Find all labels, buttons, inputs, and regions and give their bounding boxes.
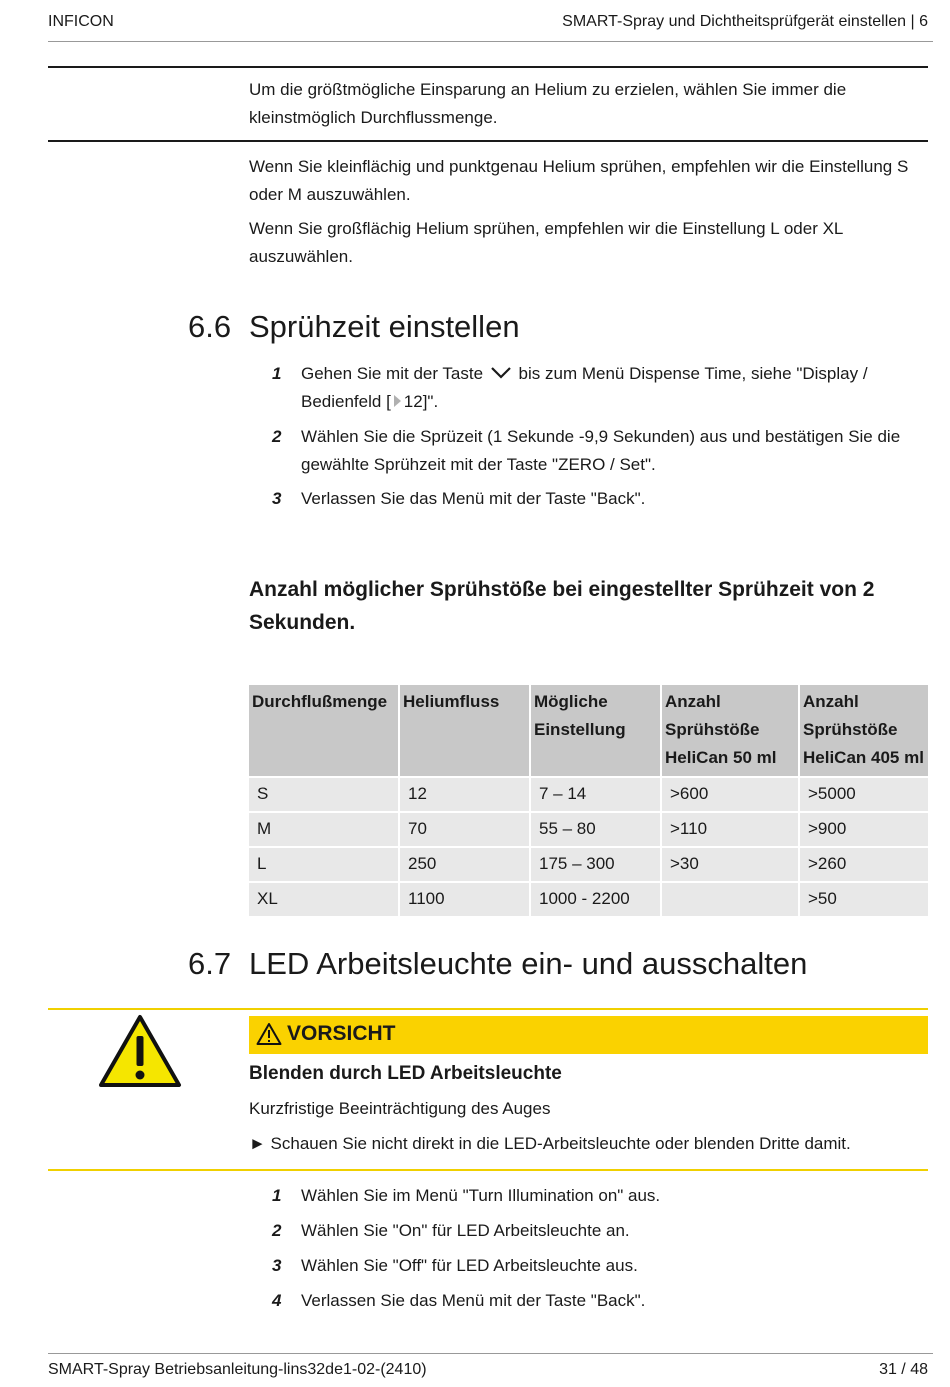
step-text: Gehen Sie mit der Taste bis zum Menü Dispense Time, siehe "Display / Bedienfeld [ 12]".: [301, 364, 868, 411]
table-cell: M: [249, 812, 399, 847]
intro-paragraph-1: Wenn Sie kleinflächig und punktgenau Helium sprühen, empfehlen wir die Einstellung S oder M auszuwählen.: [249, 157, 909, 204]
page-number: 31 / 48: [879, 1361, 928, 1378]
note-text: Um die größtmögliche Einsparung an Helium zu erzielen, wählen Sie immer die kleinstmöglich Durchflussmenge.: [249, 80, 847, 127]
note-bottom-rule: [48, 140, 928, 142]
table-cell: 175 – 300: [530, 847, 661, 882]
section-number: 6.7: [188, 946, 232, 981]
step-2: [272, 423, 928, 479]
step-number: 1: [272, 364, 282, 383]
section-number: 6.6: [188, 309, 232, 344]
table-cell: [661, 882, 799, 916]
warning-consequence: Kurzfristige Beeinträchtigung des Auges: [249, 1099, 551, 1118]
warning-title: Blenden durch LED Arbeitsleuchte: [249, 1063, 562, 1084]
table-row: [249, 882, 928, 916]
table-header-row: [249, 685, 928, 777]
table-cell: 250: [399, 847, 530, 882]
table-cell: >900: [799, 812, 928, 847]
step-number: 3: [272, 489, 282, 508]
page-reference-arrow-icon: [394, 395, 401, 407]
chevron-down-icon: [490, 366, 512, 380]
table-cell: 12: [399, 777, 530, 812]
step-1: [272, 1182, 928, 1210]
table-subheading: Anzahl möglicher Sprühstöße bei eingestellter Sprühzeit von 2 Sekunden.: [249, 578, 875, 634]
table-cell: 7 – 14: [530, 777, 661, 812]
warning-label: VORSICHT: [287, 1022, 396, 1045]
footer-divider: [48, 1353, 933, 1354]
table-cell: >50: [799, 882, 928, 916]
table-row: [249, 812, 928, 847]
table-cell: 1000 - 2200: [530, 882, 661, 916]
section-title: LED Arbeitsleuchte ein- und ausschalten: [249, 946, 808, 981]
intro-paragraph-2: Wenn Sie großflächig Helium sprühen, empfehlen wir die Einstellung L oder XL auszuwählen.: [249, 219, 843, 266]
table-cell: XL: [249, 882, 399, 916]
section-heading-6-6: [188, 309, 520, 345]
warning-action: ► Schauen Sie nicht direkt in die LED-Arbeitsleuchte oder blenden Dritte damit.: [249, 1134, 851, 1153]
table-row: [249, 847, 928, 882]
table-cell: L: [249, 847, 399, 882]
table-cell: >600: [661, 777, 799, 812]
step-3: [272, 485, 928, 513]
header-divider: [48, 41, 933, 42]
table-cell: >30: [661, 847, 799, 882]
column-header: Anzahl Sprühstöße HeliCan 405 ml: [799, 685, 928, 777]
table-cell: 70: [399, 812, 530, 847]
spray-count-table: [249, 685, 928, 916]
step-4: [272, 1287, 928, 1315]
table-cell: S: [249, 777, 399, 812]
column-header: Anzahl Sprühstöße HeliCan 50 ml: [661, 685, 799, 777]
step-text: Verlassen Sie das Menü mit der Taste "Back".: [301, 1291, 646, 1310]
step-text: Wählen Sie die Sprüzeit (1 Sekunde -9,9 Sekunden) aus und bestätigen Sie die gewählte Sprühzeit mit der Taste "ZERO / Set".: [301, 427, 901, 474]
page-reference-link[interactable]: 12]".: [403, 392, 439, 411]
header-brand: INFICON: [48, 13, 114, 30]
section-heading-6-7: [188, 946, 807, 982]
column-header: Mögliche Einstellung: [530, 685, 661, 777]
step-text: Wählen Sie "On" für LED Arbeitsleuchte an.: [301, 1221, 630, 1240]
column-header: Heliumfluss: [399, 685, 530, 777]
step-2: [272, 1217, 928, 1245]
table-row: [249, 777, 928, 812]
step-3: [272, 1252, 928, 1280]
step-number: 2: [272, 427, 282, 446]
warning-banner: [249, 1016, 928, 1054]
table-cell: 55 – 80: [530, 812, 661, 847]
step-text: Verlassen Sie das Menü mit der Taste "Back".: [301, 489, 646, 508]
note-top-rule: [48, 66, 928, 68]
table-cell: >260: [799, 847, 928, 882]
warning-top-rule: [48, 1008, 928, 1010]
footer-document-id: SMART-Spray Betriebsanleitung-lins32de1-02-(2410): [48, 1361, 427, 1378]
step-text: Wählen Sie im Menü "Turn Illumination on" aus.: [301, 1186, 661, 1205]
warning-bottom-rule: [48, 1169, 928, 1171]
step-number: 4: [272, 1291, 282, 1310]
table-cell: >5000: [799, 777, 928, 812]
section-title: Sprühzeit einstellen: [249, 309, 520, 344]
table-cell: >110: [661, 812, 799, 847]
table-cell: 1100: [399, 882, 530, 916]
column-header: Durchflußmenge: [249, 685, 399, 777]
step-number: 3: [272, 1256, 282, 1275]
warning-triangle-icon: [98, 1014, 182, 1088]
step-number: 1: [272, 1186, 282, 1205]
caution-icon: [256, 1022, 282, 1046]
step-1: [272, 360, 928, 416]
step-text: Wählen Sie "Off" für LED Arbeitsleuchte aus.: [301, 1256, 638, 1275]
header-chapter: SMART-Spray und Dichtheitsprüfgerät einstellen | 6: [562, 13, 928, 30]
step-number: 2: [272, 1221, 282, 1240]
